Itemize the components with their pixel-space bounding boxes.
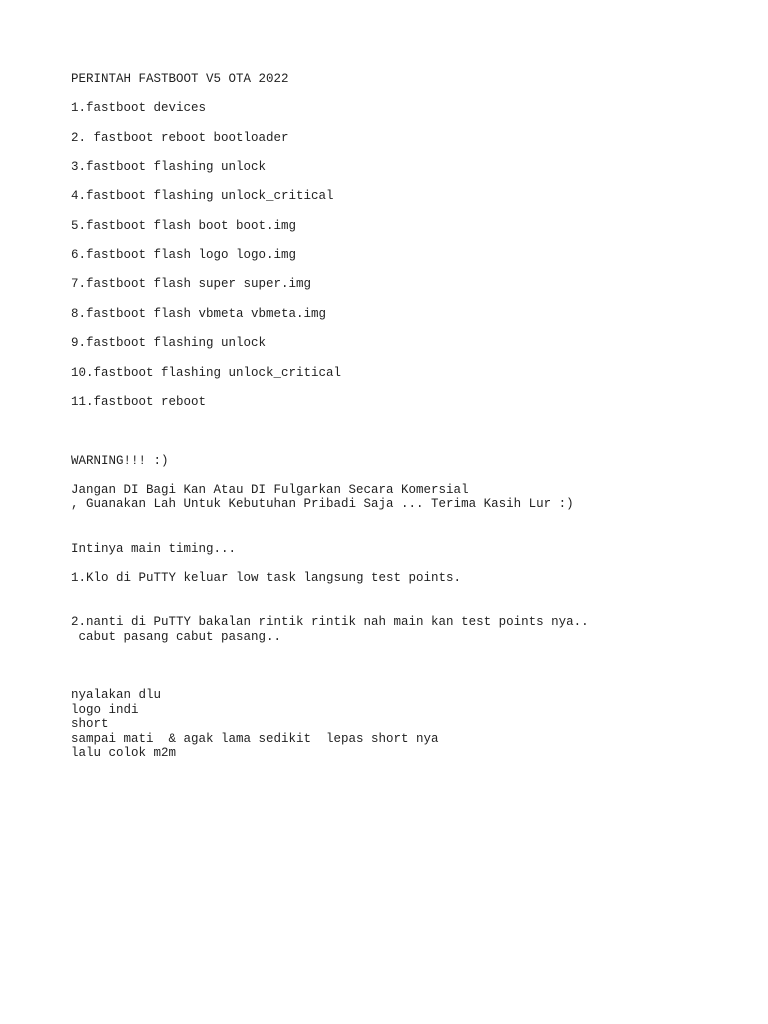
procedure-line-5: lalu colok m2m [71, 746, 177, 760]
notes-step-1: 1.Klo di PuTTY keluar low task langsung test points. [71, 571, 462, 585]
notes-step-2-line-1: 2.nanti di PuTTY bakalan rintik rintik nah main kan test points nya.. [71, 615, 589, 629]
command-line-9: 9.fastboot flashing unlock [71, 336, 267, 350]
warning-line-2: , Guanakan Lah Untuk Kebutuhan Pribadi Saja ... Terima Kasih Lur :) [71, 497, 574, 511]
command-line-3: 3.fastboot flashing unlock [71, 160, 267, 174]
command-line-8: 8.fastboot flash vbmeta vbmeta.img [71, 307, 327, 321]
procedure-line-1: nyalakan dlu [71, 688, 162, 702]
command-line-5: 5.fastboot flash boot boot.img [71, 219, 297, 233]
command-line-6: 6.fastboot flash logo logo.img [71, 248, 297, 262]
command-line-10: 10.fastboot flashing unlock_critical [71, 366, 342, 380]
warning-heading: WARNING!!! :) [71, 454, 169, 468]
procedure-line-3: short [71, 717, 109, 731]
procedure-line-4: sampai mati & agak lama sedikit lepas short nya [71, 732, 439, 746]
command-line-2: 2. fastboot reboot bootloader [71, 131, 289, 145]
command-line-4: 4.fastboot flashing unlock_critical [71, 189, 334, 203]
document-title: PERINTAH FASTBOOT V5 OTA 2022 [71, 72, 289, 86]
warning-line-1: Jangan DI Bagi Kan Atau DI Fulgarkan Secara Komersial [71, 483, 469, 497]
notes-step-2-line-2: cabut pasang cabut pasang.. [71, 630, 282, 644]
command-line-7: 7.fastboot flash super super.img [71, 277, 312, 291]
notes-intro: Intinya main timing... [71, 542, 237, 556]
command-line-11: 11.fastboot reboot [71, 395, 207, 409]
procedure-line-2: logo indi [71, 703, 139, 717]
command-line-1: 1.fastboot devices [71, 101, 207, 115]
